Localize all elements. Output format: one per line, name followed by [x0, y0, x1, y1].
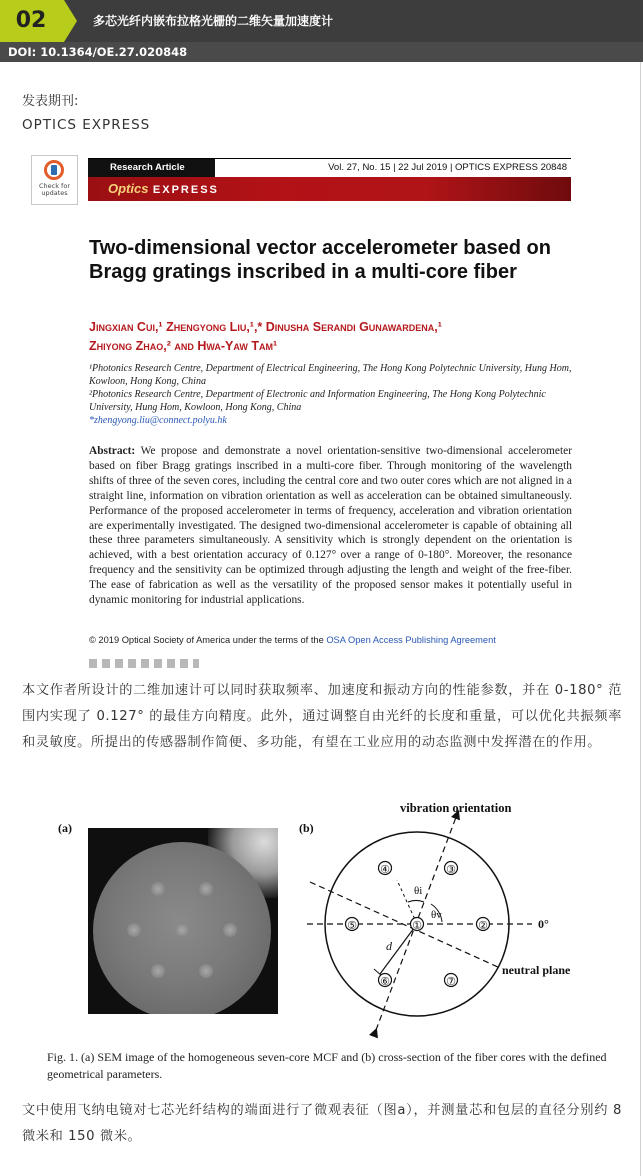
- affiliations: [89, 362, 579, 427]
- check-for-updates-badge[interactable]: [31, 155, 78, 205]
- core-label-4: ④: [380, 864, 390, 876]
- summary-paragraph-cn: 本文作者所设计的二维加速计可以同时获取频率、加速度和振动方向的性能参数，并在 0-180° 范围内实现了 0.127° 的最佳方向精度。此外，通过调整自由光纤的长度和重量，可以优化共振频率和灵敏度。所提出的传感器制作简便、多功能，有望在工业应用的动态监测中发挥潜在的作用。: [22, 683, 622, 750]
- journal-logo: Optics EXPRESS: [108, 181, 219, 196]
- authors-line-2: Zhiyong Zhao,² and Hwa-Yaw Tam¹: [89, 339, 278, 353]
- abstract-label: Abstract:: [89, 445, 136, 457]
- publication-label: 发表期刊:: [22, 94, 79, 109]
- vibration-orientation-label: vibration orientation: [400, 801, 512, 815]
- page-border: [640, 62, 641, 1176]
- figure-label-a: (a): [58, 821, 72, 835]
- article-type-box: [88, 159, 215, 177]
- fiber-cross-section: [93, 842, 271, 1014]
- fiber-core: [199, 964, 213, 978]
- core-label-1: ①: [412, 920, 422, 932]
- figure-description-cn: 文中使用飞纳电镜对七芯光纤结构的端面进行了微观表征（图a），并测量芯和包层的直径分别约 8 微米和 150 微米。: [22, 1103, 622, 1144]
- check-updates-label: Check for updates: [39, 182, 70, 197]
- corresponding-email[interactable]: *zhengyong.liu@connect.polyu.hk: [89, 415, 227, 426]
- cut-off-text: [89, 659, 199, 668]
- doi-bar: [0, 42, 643, 62]
- header-bar: [0, 0, 643, 42]
- article-type-bar: [88, 158, 571, 178]
- theta-i-arc: [408, 900, 424, 902]
- authors-line-1: Jingxian Cui,¹ Zhengyong Liu,¹,* Dinusha Serandi Gunawardena,¹: [89, 320, 442, 334]
- article-type-label: Research Article: [110, 162, 185, 173]
- copyright: [89, 635, 496, 645]
- zero-degree-label: 0°: [538, 917, 549, 931]
- core-geometry-diagram: [292, 798, 612, 1048]
- sem-image: [88, 828, 278, 1014]
- fiber-core: [151, 882, 165, 896]
- section-badge: [0, 0, 64, 42]
- abstract-text: We propose and demonstrate a novel orientation-sensitive two-dimensional accelerometer based on fiber Bragg gratings inscribed in a multi-core fiber. Through monitoring of the wavelength shifts of three of the seven cores, including the central core and two outer cores which are not aligned in a straight line, information on vibration orientation as well as acceleration can be obtained simultaneously. Performance of the proposed accelerometer in terms of frequency, acceleration and vibration orientation are experimentally investigated. The designed two-dimensional accelerometer is capable of obtaining all these three parameters simultaneously. A sensitivity which is strongly dependent on the orientation is achieved, with a best orientation accuracy of 0.127° over a range of 0-180°. Moreover, the resonance frequency and the sensitivity can be optimized through adjusting the length and weight of the free-fiber. The ease of fabrication as well as the versatility of the proposed sensor makes it potentially useful in dynamic monitoring for industrial applications.: [89, 445, 572, 607]
- neutral-plane-label: neutral plane: [502, 963, 571, 977]
- affiliation-2: ²Photonics Research Centre, Department of Electronic and Information Engineering, The Hong Kong Polytechnic University, Hung Hom, Kowloon, Hong Kong, China: [89, 389, 546, 413]
- journal-banner: [88, 177, 571, 201]
- fiber-core-center: [175, 923, 189, 937]
- section-number: 02: [15, 8, 47, 33]
- core-label-3: ③: [446, 864, 456, 876]
- bookmark-icon: [44, 160, 64, 180]
- neutral-plane-line: [310, 882, 500, 968]
- d-label: d: [386, 939, 392, 953]
- fiber-core: [127, 923, 141, 937]
- figure-caption: Fig. 1. (a) SEM image of the homogeneous seven-core MCF and (b) cross-section of the fiber cores with the defined geometrical parameters.: [47, 1050, 607, 1081]
- fiber-core: [199, 882, 213, 896]
- figure-label-b: (b): [299, 821, 314, 835]
- fiber-core: [223, 923, 237, 937]
- doi-text[interactable]: DOI: 10.1364/OE.27.020848: [8, 45, 188, 59]
- paper-authors: [89, 318, 589, 356]
- volume-line: Vol. 27, No. 15 | 22 Jul 2019 | OPTICS EXPRESS 20848: [328, 162, 567, 173]
- fiber-core: [151, 964, 165, 978]
- badge-arrow-icon: [64, 0, 77, 42]
- core-label-5: ⑤: [347, 920, 357, 932]
- copyright-link[interactable]: OSA Open Access Publishing Agreement: [326, 635, 496, 645]
- publication-journal: OPTICS EXPRESS: [22, 117, 151, 133]
- paper-title: Two-dimensional vector accelerometer based on Bragg gratings inscribed in a multi-core fiber: [89, 237, 551, 283]
- core-markers: [346, 862, 490, 989]
- core-label-6: ⑥: [380, 976, 390, 988]
- affiliation-1: ¹Photonics Research Centre, Department of Electrical Engineering, The Hong Kong Polytechnic University, Hung Hom, Kowloon, Hong Kong, China: [89, 363, 572, 387]
- abstract: [89, 444, 572, 608]
- core-label-2: ②: [478, 920, 488, 932]
- core-label-7: ⑦: [446, 976, 456, 988]
- theta-v-label: θv: [431, 909, 442, 921]
- copyright-text: © 2019 Optical Society of America under the terms of the: [89, 635, 327, 645]
- article-title-cn: 多芯光纤内嵌布拉格光栅的二维矢量加速度计: [93, 14, 334, 28]
- theta-i-label: θi: [414, 885, 423, 897]
